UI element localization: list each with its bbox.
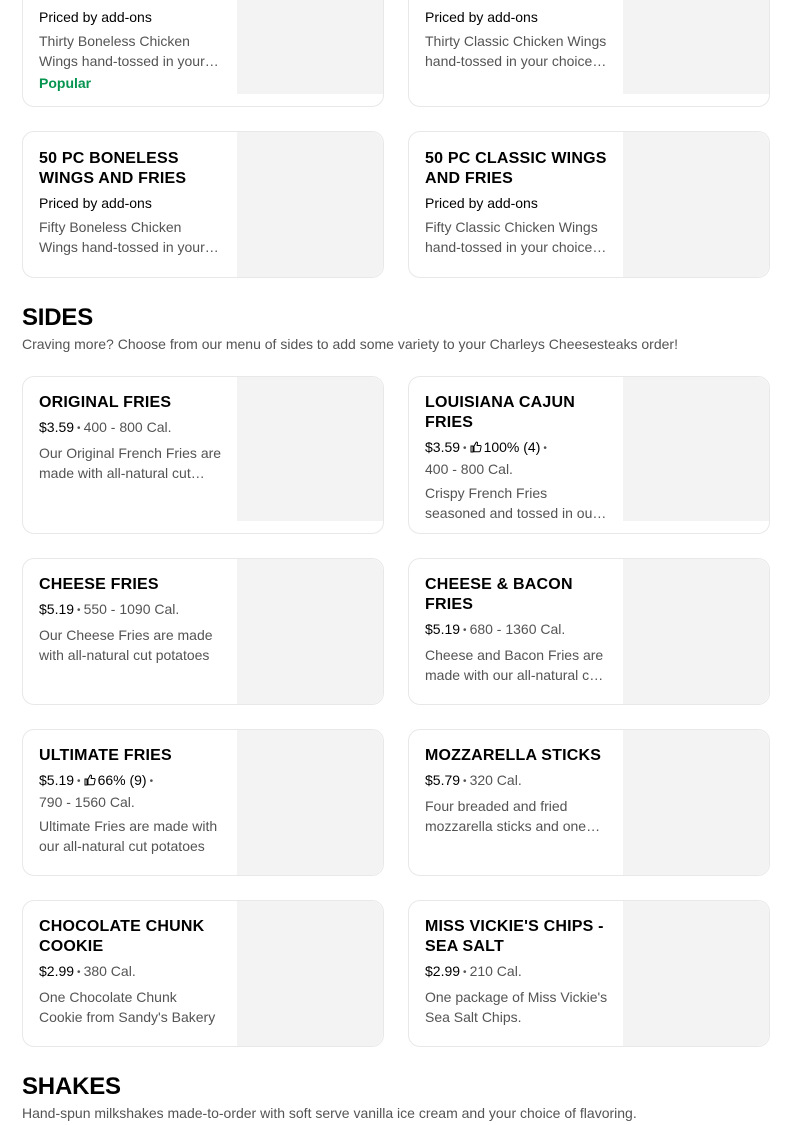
item-description: Our Cheese Fries are made with all-natural cut potatoes (39, 627, 213, 663)
item-calories: 550 - 1090 Cal. (83, 601, 180, 617)
item-price: $2.99 (425, 963, 461, 979)
item-image (623, 0, 769, 94)
popular-badge: Popular (39, 75, 92, 91)
item-meta: $2.99 • 210 Cal. (425, 963, 522, 979)
item-price: Priced by add-ons (425, 9, 538, 25)
item-image (623, 730, 769, 875)
item-description: Four breaded and fried mozzarella sticks and one (425, 798, 587, 834)
item-image (237, 559, 383, 704)
item-title: CHOCOLATE CHUNK COOKIE (39, 918, 205, 955)
item-meta: $5.19 • 550 - 1090 Cal. (39, 601, 180, 617)
item-image (623, 901, 769, 1046)
menu-item-card[interactable] (22, 376, 384, 534)
item-price: Priced by add-ons (39, 9, 152, 25)
item-description: One Chocolate Chunk Cookie from Sandy's Bakery (39, 989, 216, 1025)
item-title: MISS VICKIE'S CHIPS - SEA SALT (425, 918, 604, 955)
menu-item-card[interactable] (22, 729, 384, 876)
item-image (237, 730, 383, 875)
item-calories: 210 Cal. (469, 963, 522, 979)
item-image (237, 377, 383, 521)
item-image (237, 0, 383, 94)
item-calories: 320 Cal. (469, 772, 522, 788)
item-price: $5.19 (39, 601, 75, 617)
item-description: Cheese and Bacon Fries are made with our all-natural cut (425, 647, 604, 683)
item-price: $5.19 (425, 621, 461, 637)
menu-item-card[interactable] (22, 900, 384, 1047)
item-image (237, 901, 383, 1046)
item-description: Ultimate Fries are made with our all-natural cut potatoes (39, 818, 218, 854)
item-title: CHEESE & BACON FRIES (425, 576, 573, 613)
item-image (237, 132, 383, 277)
menu-item-card[interactable] (408, 900, 770, 1047)
item-image (623, 559, 769, 704)
item-calories: 400 - 800 Cal. (83, 419, 172, 435)
item-price: $3.59 (425, 439, 461, 455)
item-image (623, 132, 769, 277)
item-meta: $3.59 • 100% (4) • 400 - 800 Cal. (425, 439, 547, 477)
item-calories: 380 Cal. (83, 963, 136, 979)
menu-item-card[interactable] (22, 131, 384, 278)
item-image (623, 377, 769, 521)
item-meta: $5.19 • 680 - 1360 Cal. (425, 621, 566, 637)
menu-item-card[interactable] (408, 729, 770, 876)
item-rating: 66% (9) (97, 772, 147, 788)
section-subtitle: Hand-spun milkshakes made-to-order with soft serve vanilla ice cream and your choice of flavoring. (22, 1105, 637, 1121)
item-title: 50 PC CLASSIC WINGS AND FRIES (425, 150, 607, 187)
item-description: Thirty Boneless Chicken Wings hand-tossed in your (39, 33, 205, 69)
item-price: Priced by add-ons (39, 195, 152, 211)
item-price: $2.99 (39, 963, 75, 979)
thumbs-up-icon (470, 441, 482, 453)
item-description: Our Original French Fries are made with all-natural cut (39, 445, 222, 481)
item-description: Crispy French Fries seasoned and tossed in our (425, 485, 598, 521)
item-description: Fifty Boneless Chicken Wings hand-tossed in your (39, 219, 205, 255)
item-title: LOUISIANA CAJUN FRIES (425, 394, 575, 431)
item-meta: $3.59 • 400 - 800 Cal. (39, 419, 172, 435)
item-title: MOZZARELLA STICKS (425, 747, 602, 764)
menu-item-card[interactable] (408, 558, 770, 705)
item-description: One package of Miss Vickie's Sea Salt Chips. (425, 989, 608, 1025)
item-calories: 400 - 800 Cal. (425, 461, 513, 477)
item-rating: 100% (4) (483, 439, 541, 455)
thumbs-up-icon (84, 774, 96, 786)
menu-item-card[interactable] (408, 131, 770, 278)
item-title: ORIGINAL FRIES (39, 394, 172, 411)
item-meta: $5.79 • 320 Cal. (425, 772, 522, 788)
item-price: $3.59 (39, 419, 75, 435)
item-price: $5.19 (39, 772, 75, 788)
menu-item-card[interactable] (408, 0, 770, 107)
item-price: $5.79 (425, 772, 461, 788)
item-title: CHEESE FRIES (39, 576, 159, 593)
menu-item-card[interactable] (22, 0, 384, 107)
item-meta: $5.19 • 66% (9) • 790 - 1560 Cal. (39, 772, 154, 810)
item-price: Priced by add-ons (425, 195, 538, 211)
item-calories: 680 - 1360 Cal. (469, 621, 566, 637)
item-calories: 790 - 1560 Cal. (39, 794, 135, 810)
item-title: 50 PC BONELESS WINGS AND FRIES (39, 150, 187, 187)
item-description: Thirty Classic Chicken Wings hand-tossed in your choice of (425, 33, 608, 69)
section-title: SIDES (22, 304, 94, 331)
menu-item-card[interactable] (22, 558, 384, 705)
item-description: Fifty Classic Chicken Wings hand-tossed in your choice of (425, 219, 608, 255)
section-title: SHAKES (22, 1073, 121, 1100)
menu-item-card[interactable] (408, 376, 770, 534)
item-title: ULTIMATE FRIES (39, 747, 172, 764)
section-subtitle: Craving more? Choose from our menu of sides to add some variety to your Charleys Cheesesteaks order! (22, 336, 678, 352)
item-meta: $2.99 • 380 Cal. (39, 963, 136, 979)
